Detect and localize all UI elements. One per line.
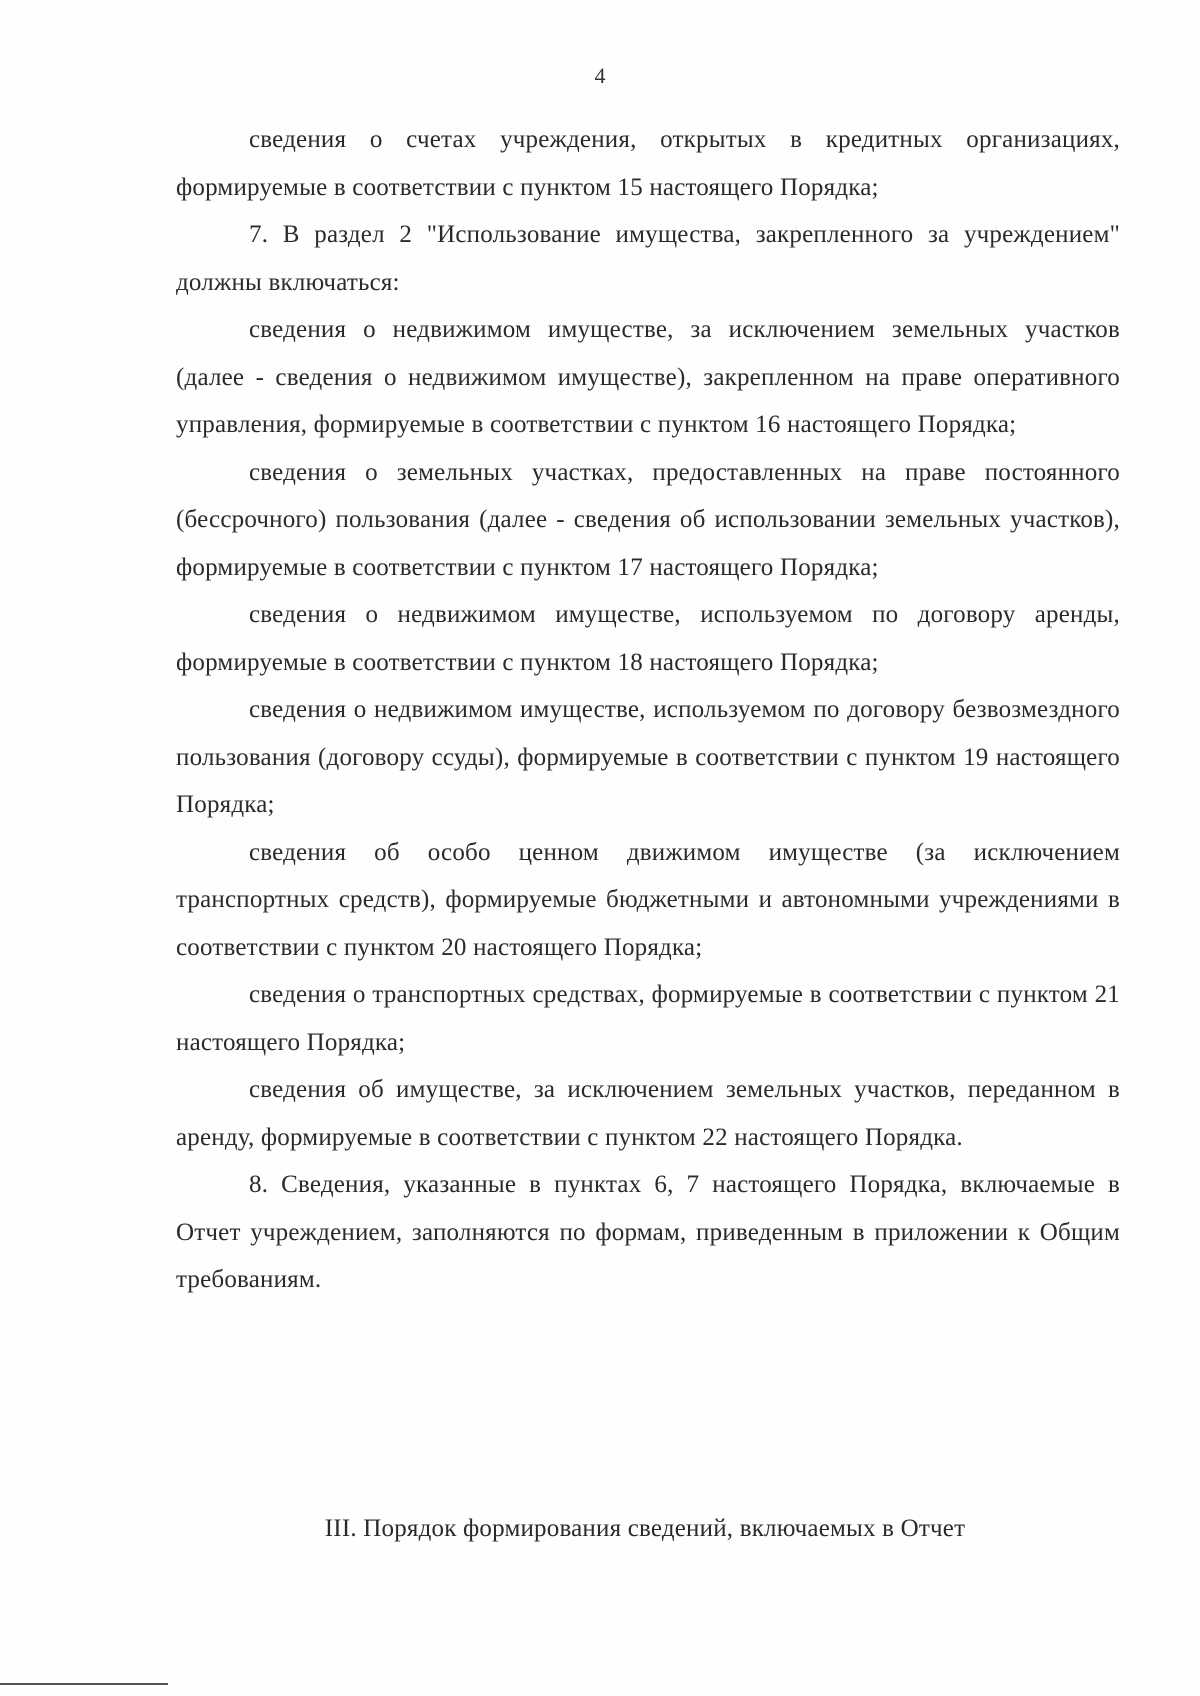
paragraph-real-estate-free-use: сведения о недвижимом имуществе, используемом по договору безвозмездного пользования (договору ссуды), формируемые в соответствии с пунктом 19 настоящего Порядка; <box>176 696 1120 818</box>
paragraph-real-estate-operational: сведения о недвижимом имуществе, за исключением земельных участков (далее - сведения о недвижимом имуществе), закрепленном на праве оперативного управления, формируемые в соответствии с пунктом 16 настоящего Порядка; <box>176 316 1120 438</box>
paragraph-leased-out-property: сведения об имуществе, за исключением земельных участков, переданном в аренду, формируемые в соответствии с пунктом 22 настоящего Порядка. <box>176 1076 1120 1151</box>
section-heading: III. Порядок формирования сведений, включаемых в Отчет <box>324 1515 966 1542</box>
page-number: 4 <box>594 63 606 88</box>
document-body <box>176 116 1120 1304</box>
paragraph-vehicles: сведения о транспортных средствах, формируемые в соответствии с пунктом 21 настоящего Порядка; <box>176 981 1120 1056</box>
paragraph-item-8: 8. Сведения, указанные в пунктах 6, 7 настоящего Порядка, включаемые в Отчет учреждением, заполняются по формам, приведенным в приложении к Общим требованиям. <box>176 1171 1120 1293</box>
scan-edge-mark <box>0 1683 168 1685</box>
paragraph-bank-accounts: сведения о счетах учреждения, открытых в кредитных организациях, формируемые в соответствии с пунктом 15 настоящего Порядка; <box>176 126 1120 201</box>
paragraph-item-7: 7. В раздел 2 "Использование имущества, закрепленного за учреждением" должны включаться: <box>176 221 1120 296</box>
paragraph-land-plots: сведения о земельных участках, предоставленных на праве постоянного (бессрочного) пользования (далее - сведения об использовании земельных участков), формируемые в соответствии с пунктом 17 настоящего Порядка; <box>176 458 1120 581</box>
paragraph-valuable-movable-property: сведения об особо ценном движимом имуществе (за исключением транспортных средств), формируемые бюджетными и автономными учреждениями в соответствии с пунктом 20 настоящего Порядка; <box>176 838 1120 961</box>
paragraph-real-estate-lease: сведения о недвижимом имуществе, используемом по договору аренды, формируемые в соответствии с пунктом 18 настоящего Порядка; <box>176 601 1120 676</box>
